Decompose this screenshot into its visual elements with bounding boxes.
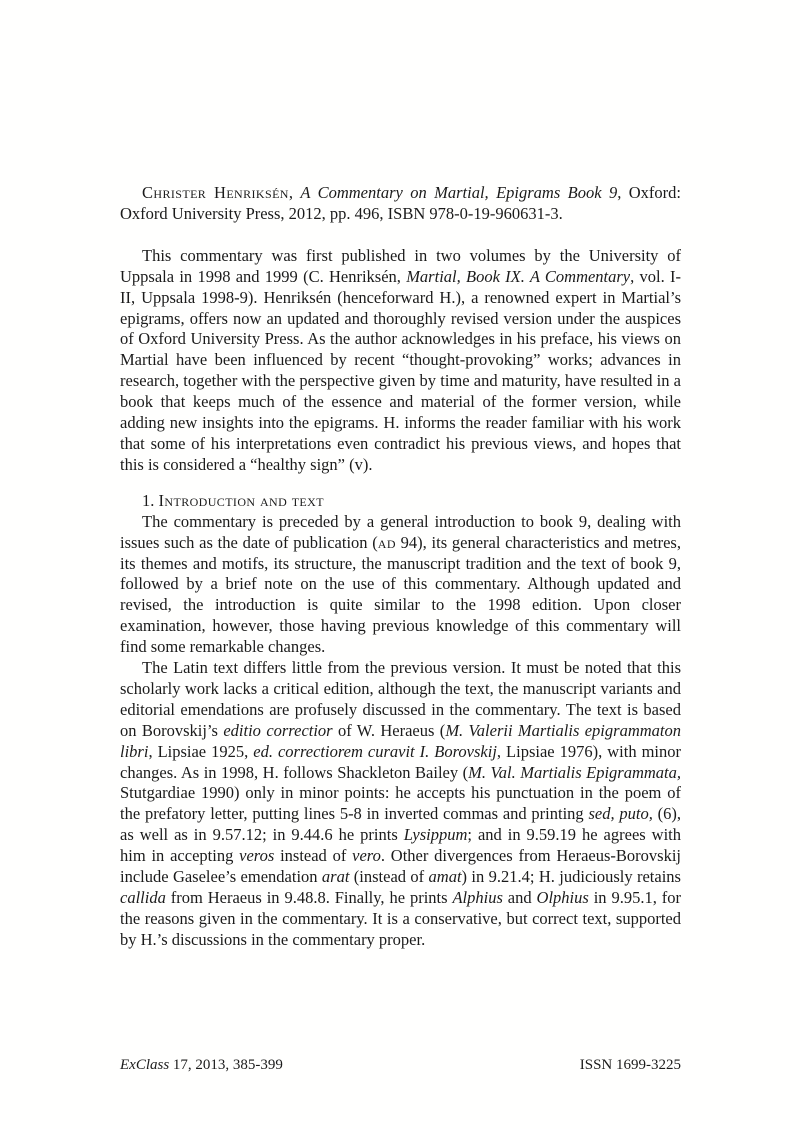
text-run: , Lipsiae 1925,: [148, 741, 254, 761]
italic-text-run: editio correctior: [223, 720, 333, 740]
citation-header: [120, 183, 681, 225]
paragraph: [120, 512, 681, 658]
text-run: (instead of: [349, 867, 429, 887]
italic-text-run: amat: [428, 867, 462, 887]
review-body: [120, 183, 681, 951]
text-run: This commentary was first published in two volumes by the University of Uppsala in 1998 and 1999 (C. Henriksén,: [120, 245, 681, 286]
italic-text-run: M. Val. Martialis Epigrammata,: [468, 762, 681, 782]
italic-text-run: veros: [239, 846, 275, 866]
italic-text-run: Lysippum: [403, 825, 468, 845]
paragraph: [120, 658, 681, 951]
italic-text-run: vero: [352, 846, 381, 866]
text-run: 1.: [142, 490, 159, 510]
text-run: from Heraeus in 9.48.8. Finally, he prints: [165, 888, 453, 907]
italic-text-run: A Commentary on Martial, Epigrams Book 9: [300, 183, 618, 202]
italic-text-run: M. Valerii Martialis epigrammaton libri: [120, 720, 681, 761]
journal-reference: [120, 1056, 283, 1075]
text-run: , Lipsiae 1976), with minor changes. As in 1998, H. follows Shackleton Bailey (: [120, 741, 681, 782]
italic-text-run: arat: [321, 867, 350, 887]
text-run: ) in 9.21.4; H. judiciously retains: [461, 867, 681, 887]
text-run: and: [502, 888, 537, 907]
text-run: (6), as well as in 9.57.12; in 9.44.6 he prints: [120, 804, 681, 845]
text-run: 94), its general characteristics and metres, its themes and motifs, its structure, the manuscript tradition and the text of book 9, followed by a brief note on the use of this commentary. Although updated and revised, the introduction is quite similar to the 1998 edition. Upon closer examination, however, those having previous knowledge of this commentary will find some remarkable changes.: [120, 532, 681, 657]
journal-issue-info: 17, 2013, 385-399: [169, 1057, 283, 1073]
text-run: ; and in 9.59.19 he agrees with him in accepting: [120, 825, 681, 866]
text-run: The commentary is preceded by a general introduction to book 9, dealing with issues such as the date of publication (: [120, 511, 681, 552]
italic-text-run: ed. correctiorem curavit I. Borovskij: [253, 741, 497, 761]
page-footer: [120, 1056, 681, 1075]
italic-text-run: Alphius: [452, 888, 503, 907]
text-run: in 9.95.1, for the reasons given in the commentary. It is a conservative, but correct text, supported by H.’s discussions in the commentary proper.: [120, 888, 681, 949]
issn-label: ISSN 1699-3225: [579, 1057, 681, 1073]
italic-text-run: Martial, Book IX. A Commentary: [406, 266, 631, 286]
text-run: Stutgardiae 1990) only in minor points: he accepts his punctuation in the poem of the prefatory letter, putting lines 5-8 in inverted commas and printing: [120, 783, 681, 824]
text-run: ,: [288, 183, 301, 202]
italic-text-run: sed, puto,: [588, 804, 653, 824]
text-run: of W. Heraeus (: [332, 720, 446, 740]
paragraph: [120, 246, 681, 476]
italic-text-run: Olphius: [536, 888, 589, 907]
italic-text-run: callida: [120, 888, 166, 907]
journal-name: ExClass: [120, 1057, 170, 1073]
smallcaps-text-run: Christer Henriksén: [142, 183, 289, 202]
smallcaps-text-run: Introduction and text: [158, 490, 324, 510]
text-run: The Latin text differs little from the previous version. It must be noted that this scholarly work lacks a critical edition, although the text, the manuscript variants and editorial emendations are profusely discussed in the commentary. The text is based on Borovskij’s: [120, 658, 681, 740]
section-heading: [120, 491, 681, 512]
text-run: instead of: [274, 846, 353, 866]
text-run: , Oxford: Oxford University Press, 2012, pp. 496, ISBN 978-0-19-960631-3.: [120, 183, 682, 223]
text-run: , vol. I-II, Uppsala 1998-9). Henriksén (henceforward H.), a renowned expert in Martial’s epigrams, offers now an updated and thoroughly revised version under the auspices of Oxford University Press. As the author acknowledges in his preface, his views on Martial have been influenced by recent “thought-provoking” works; advances in research, together with the perspective given by time and maturity, have resulted in a book that keeps much of the essence and material of the former version, while adding new insights into the epigrams. H. informs the reader familiar with his work that some of his interpretations even contradict his previous views, and hopes that this is considered a “healthy sign” (v).: [120, 266, 682, 474]
smallcaps-text-run: ad: [377, 532, 396, 552]
text-run: . Other divergences from Heraeus-Borovskij include Gaselee’s emendation: [120, 846, 681, 887]
